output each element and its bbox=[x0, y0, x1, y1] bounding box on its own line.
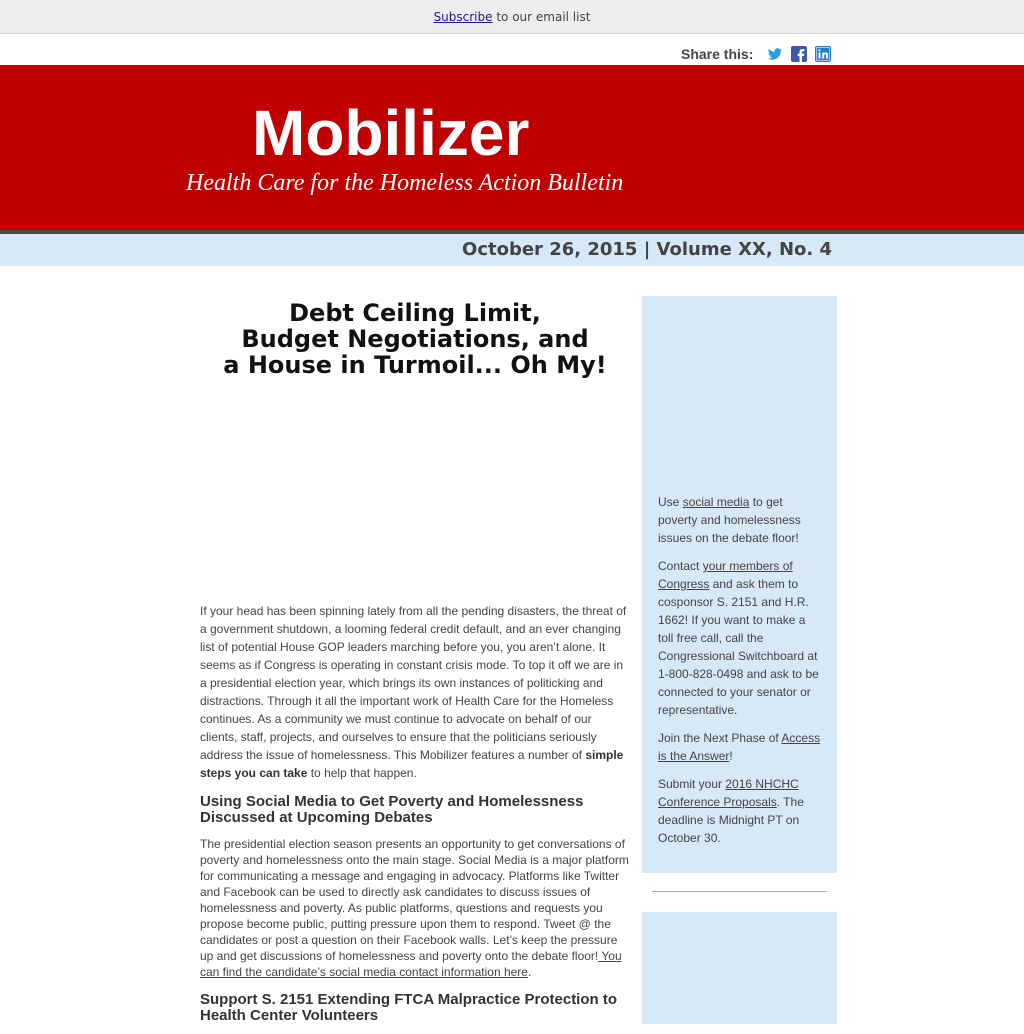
share-bar bbox=[681, 44, 839, 64]
hero-image-placeholder bbox=[200, 378, 630, 602]
candidate-contacts-link[interactable]: You can find the candidate’s social media contact information here bbox=[200, 949, 622, 979]
issue-date-bar bbox=[0, 234, 1024, 266]
text: Submit your bbox=[658, 777, 726, 791]
text: to get poverty and homelessness issues on the debate floor! bbox=[658, 495, 801, 545]
sidebar-item-congress bbox=[658, 557, 824, 719]
newsletter-tagline: Health Care for the Homeless Action Bulletin bbox=[186, 170, 624, 196]
section-title-s2151: Support S. 2151 Extending FTCA Malpractice Protection to Health Center Volunteers bbox=[200, 991, 618, 1024]
sidebar-content bbox=[658, 493, 824, 857]
share-label: Share this: bbox=[681, 46, 754, 62]
subscribe-link[interactable]: Subscribe bbox=[433, 10, 493, 24]
section-title-social-media: Using Social Media to Get Poverty and Homelessness Discussed at Upcoming Debates bbox=[200, 793, 584, 826]
subscribe-text: to our email list bbox=[492, 10, 591, 24]
section-text-social-media bbox=[200, 836, 630, 980]
intro-end: to help that happen. bbox=[307, 766, 417, 780]
text: Contact bbox=[658, 559, 703, 573]
facebook-icon[interactable] bbox=[791, 46, 807, 62]
social-media-link[interactable]: social media bbox=[682, 495, 750, 509]
newsletter-title: Mobilizer bbox=[252, 97, 530, 169]
sidebar-divider bbox=[652, 891, 827, 892]
section-end: . bbox=[527, 965, 532, 979]
main-column bbox=[200, 296, 630, 1034]
text: Use bbox=[658, 495, 683, 509]
text: and ask them to cosponsor S. 2151 and H.R. 1662! If you want to make a toll free call, call the Congressional Switchboard at 1-800-828-0498 and ask to be connected to your senator or representative. bbox=[658, 577, 819, 717]
article-headline bbox=[200, 300, 630, 378]
text: ! bbox=[729, 749, 733, 763]
secondary-sidebar-box bbox=[642, 912, 837, 1024]
headline-line: Debt Ceiling Limit, bbox=[289, 299, 541, 327]
sidebar-item-access bbox=[658, 729, 824, 765]
access-is-the-answer-link[interactable]: Access is the Answer bbox=[658, 731, 821, 763]
section-body: The presidential election season presents an opportunity to get conversations of poverty and homelessness onto the main stage. Social Media is a major platform for communicating a message and engaging in advocacy. Platforms like Twitter and Facebook can be used to directly ask candidates to discuss issues of homelessness and poverty. As public platforms, questions and requests you propose become public, putting pressure upon them to respond. Tweet @ the candidates or post a question on their Facebook walls. Let’s keep the pressure up and get discussions of homelessness and poverty onto the debate floor! bbox=[200, 837, 629, 963]
members-of-congress-link[interactable]: your members of Congress bbox=[658, 559, 793, 591]
headline-line: Budget Negotiations, and bbox=[241, 325, 589, 353]
issue-dateline: October 26, 2015 | Volume XX, No. 4 bbox=[462, 239, 832, 260]
twitter-icon[interactable] bbox=[767, 46, 783, 62]
text: Join the Next Phase of bbox=[658, 731, 782, 745]
action-sidebar bbox=[642, 296, 837, 873]
intro-paragraph bbox=[200, 602, 630, 782]
linkedin-icon[interactable] bbox=[815, 46, 831, 62]
intro-text: If your head has been spinning lately from all the pending disasters, the threat of a government shutdown, a looming federal credit default, and an ever changing list of potential House GOP leaders marching before you, you aren’t alone. It seems as if Congress is operating in constant crisis mode. To top it off we are in a presidential election year, which brings its own instances of politicking and distractions. Through it all the important work of Health Care for the Homeless continues. As a community we must continue to advocate on behalf of our clients, staff, projects, and ourselves to ensure that the politicians seriously address the issue of homelessness. This Mobilizer features a number of bbox=[200, 604, 627, 762]
headline-line: a House in Turmoil... Oh My! bbox=[223, 351, 607, 379]
sidebar-item-conference bbox=[658, 775, 824, 847]
text: . The deadline is Midnight PT on October 30. bbox=[658, 795, 804, 845]
intro-bold: simple steps you can take bbox=[200, 748, 624, 780]
masthead-banner bbox=[0, 65, 1024, 234]
subscribe-bar bbox=[0, 0, 1024, 34]
sidebar-item-social-media bbox=[658, 493, 824, 547]
conference-proposals-link[interactable]: 2016 NHCHC Conference Proposals bbox=[658, 777, 799, 809]
